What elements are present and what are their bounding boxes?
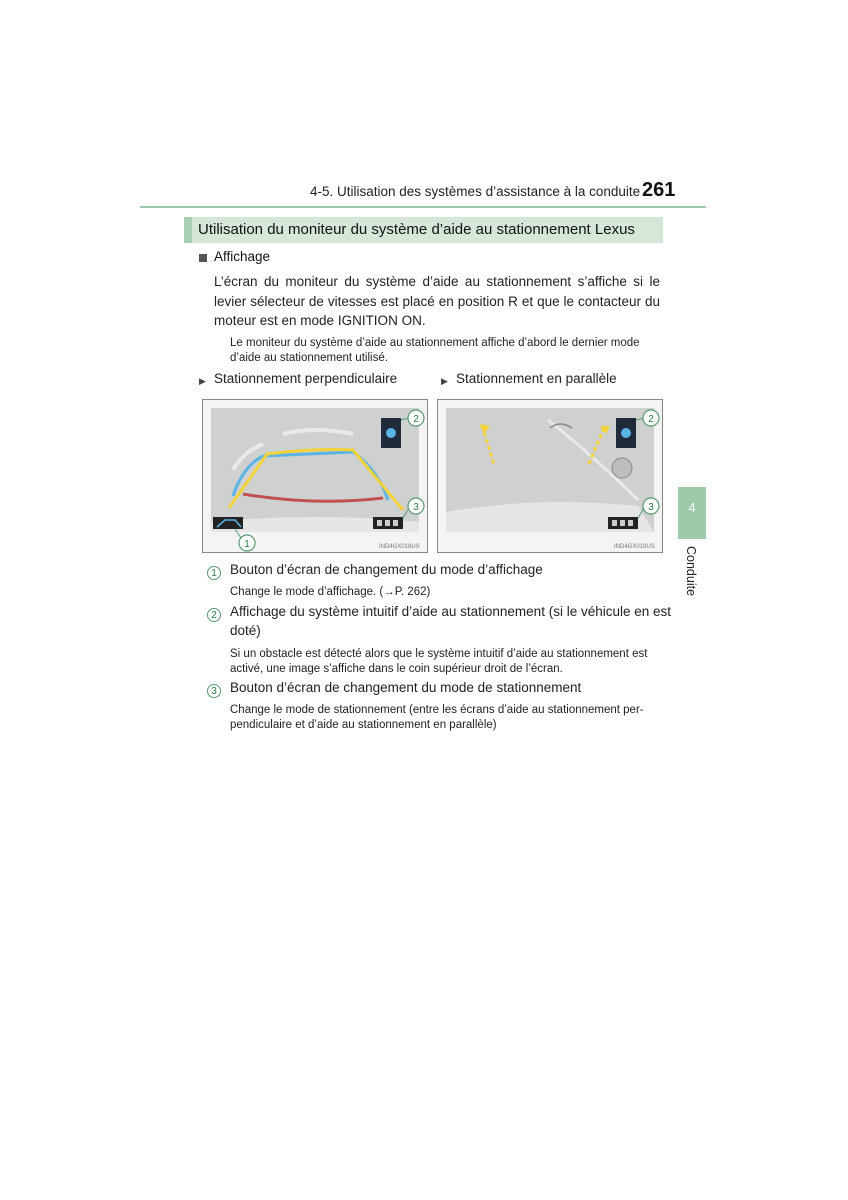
item-1-desc: Change le mode d’affichage. (→P. 262) — [230, 586, 431, 598]
svg-text:2: 2 — [413, 414, 419, 425]
item-3 — [207, 681, 221, 699]
item-2-desc-line1: Si un obstacle est détecté alors que le système intuitif d’aide au stationnement est — [230, 648, 648, 660]
perpendicular-parking-illustration — [203, 400, 427, 552]
section-title: Utilisation du moniteur du système d’aide au stationnement Lexus — [198, 221, 635, 238]
figure-code: IND4GX018US — [379, 544, 420, 550]
running-header: 4-5. Utilisation des systèmes d’assistance à la conduite — [310, 184, 641, 199]
perpendicular-parking-figure — [202, 399, 428, 553]
section-title-accent — [184, 217, 192, 243]
subsection-heading: Affichage — [214, 249, 271, 264]
item-3-desc-line1: Change le mode de stationnement (entre les écrans d’aide au stationnement per- — [230, 704, 644, 716]
triangle-bullet-icon: ▶ — [441, 376, 448, 386]
svg-text:3: 3 — [648, 502, 654, 513]
header-rule — [140, 206, 706, 208]
callout-number: 1 — [207, 566, 221, 580]
item-2 — [207, 605, 221, 623]
svg-text:3: 3 — [413, 502, 419, 513]
callout-number: 2 — [207, 608, 221, 622]
square-bullet-icon — [199, 254, 207, 262]
item-3-desc-line2: pendiculaire et d’aide au stationnement en parallèle) — [230, 719, 497, 731]
triangle-bullet-icon: ▶ — [199, 376, 206, 386]
item-1 — [207, 563, 221, 581]
figure-code: IND4GX019US — [614, 544, 655, 550]
item-2-title-line2: doté) — [230, 623, 261, 638]
figure-label-parallel: Stationnement en parallèle — [456, 371, 617, 386]
chapter-label: Conduite — [684, 546, 698, 597]
item-3-title: Bouton d’écran de changement du mode de stationnement — [230, 680, 582, 695]
svg-text:1: 1 — [244, 539, 250, 550]
svg-text:2: 2 — [648, 414, 654, 425]
callout-number: 3 — [207, 684, 221, 698]
parallel-parking-figure — [437, 399, 663, 553]
page-number: 261 — [642, 179, 676, 201]
item-1-title: Bouton d’écran de changement du mode d’affichage — [230, 562, 543, 577]
item-2-title-line1: Affichage du système intuitif d’aide au stationnement (si le véhicule en est — [230, 604, 672, 619]
figure-label-perpendicular: Stationnement perpendiculaire — [214, 371, 398, 386]
body-paragraph: L’écran du moniteur du système d’aide au stationnement s’affiche si le levier sélecteur de vitesses est placé en position R et que le contacteur du moteur est en mode IGNITION ON. — [214, 274, 660, 328]
parallel-parking-illustration — [438, 400, 662, 552]
chapter-number: 4 — [688, 500, 696, 515]
note-text: Le moniteur du système d’aide au stationnement affiche d’abord le dernier mode d’aide au stationnement utilisé. — [230, 337, 640, 364]
item-2-desc-line2: activé, une image s’affiche dans le coin supérieur droit de l’écran. — [230, 663, 563, 675]
